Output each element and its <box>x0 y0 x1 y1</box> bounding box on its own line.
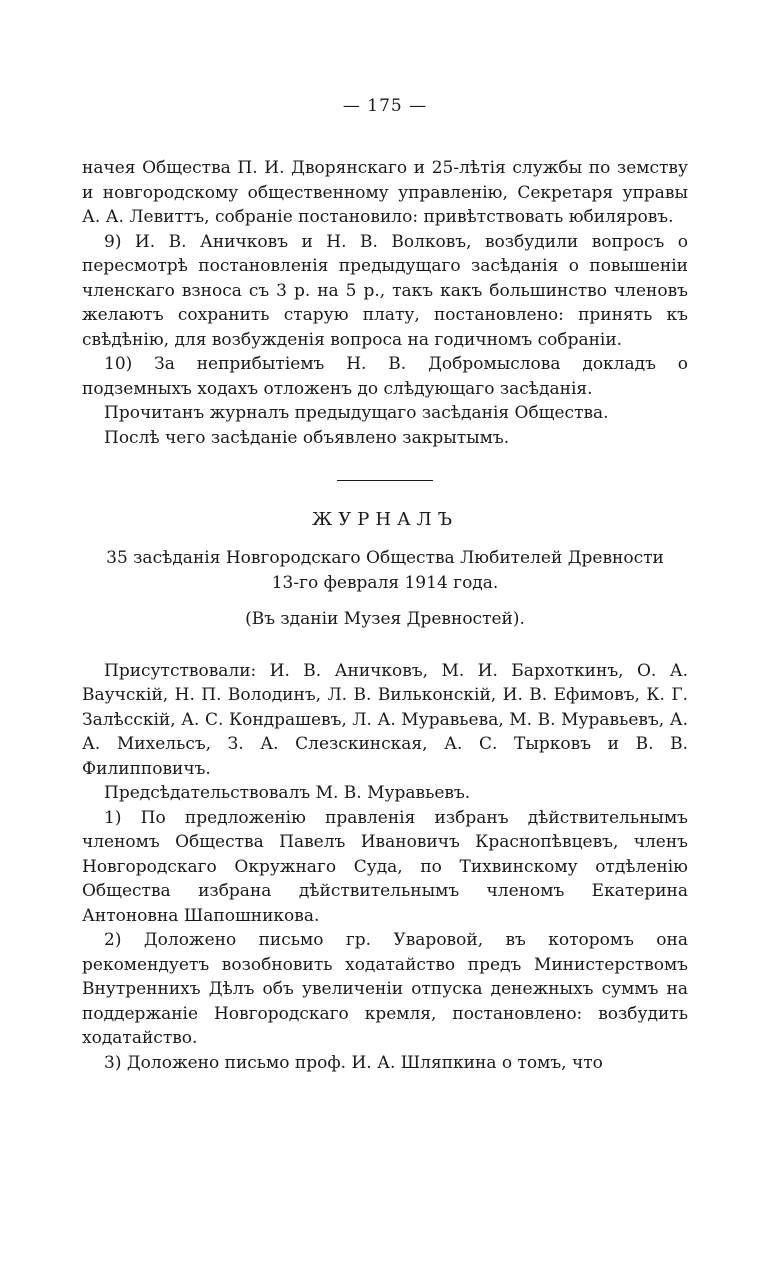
page-number: — 175 — <box>342 96 428 116</box>
paragraph-chairman: Предсѣдательствовалъ М. В. Муравьевъ. <box>104 783 471 803</box>
paragraph-item-3: 3) Доложено письмо проф. И. А. Шляпкина о томъ, что <box>104 1052 603 1073</box>
session-venue: (Въ зданіи Музея Древностей). <box>245 609 525 629</box>
previous-session-continuation <box>82 156 688 450</box>
section-heading: ЖУРНАЛЪ <box>312 509 458 530</box>
session-title <box>82 546 688 595</box>
paragraph-attendees: Присутствовали: И. В. Аничковъ, М. И. Бархоткинъ, О. А. Ваучскій, Н. П. Володинъ, Л. В. Вильконскій, И. В. Ефимовъ, К. Г. Залѣсскій, А. С. Кондрашевъ, Л. А. Муравьева, М. В. Муравьевъ, А. А. Михельсъ, З. А. Слезскинская, А. С. Тырковъ и В. В. Филипповичъ. <box>82 660 688 779</box>
session-title-line-1: 35 засѣданія Новгородскаго Общества Любителей Древности <box>106 548 664 568</box>
paragraph-session-closed: Послѣ чего засѣданіе объявлено закрытымъ. <box>104 427 510 448</box>
paragraph-continuation: начея Общества П. И. Дворянскаго и 25-лѣтія службы по земству и новгородскому общественному управленію, Секретаря управы А. А. Левиттъ, собраніе постановило: привѣтствовать юбиляровъ. <box>82 158 688 227</box>
session-minutes <box>82 659 688 1076</box>
paragraph-item-2: 2) Доложено письмо гр. Уваровой, въ которомъ она рекомендуетъ возобновить ходатайство предъ Министерствомъ Внутреннихъ Дѣлъ объ увеличеніи отпуска денежныхъ суммъ на поддержаніе Новгородскаго кремля, постановлено: возбудить ходатайство. <box>82 930 688 1048</box>
session-title-line-2: 13-го февраля 1914 года. <box>271 572 499 593</box>
section-divider <box>337 480 433 481</box>
document-page <box>82 96 688 1075</box>
paragraph-item-10: 10) За неприбытіемъ Н. В. Добромыслова докладъ о подземныхъ ходахъ отложенъ до слѣдующаго засѣданія. <box>82 354 688 399</box>
paragraph-item-9: 9) И. В. Аничковъ и Н. В. Волковъ, возбудили вопросъ о пересмотрѣ постановленія предыдущаго засѣданія о повышеніи членскаго взноса съ 3 р. на 5 р., такъ какъ большинство членовъ желаютъ сохранить старую плату, постановлено: принять къ свѣдѣнію, для возбужденія вопроса на годичномъ собраніи. <box>82 231 688 350</box>
paragraph-item-1: 1) По предложенію правленія избранъ дѣйствительнымъ членомъ Общества Павелъ Ивановичъ Краснопѣвцевъ, членъ Новгородскаго Окружнаго Суда, по Тихвинскому отдѣленію Общества избрана дѣйствительнымъ членомъ Екатерина Антоновна Шапошникова. <box>82 807 688 926</box>
paragraph-journal-read: Прочитанъ журналъ предыдущаго засѣданія Общества. <box>104 403 609 423</box>
